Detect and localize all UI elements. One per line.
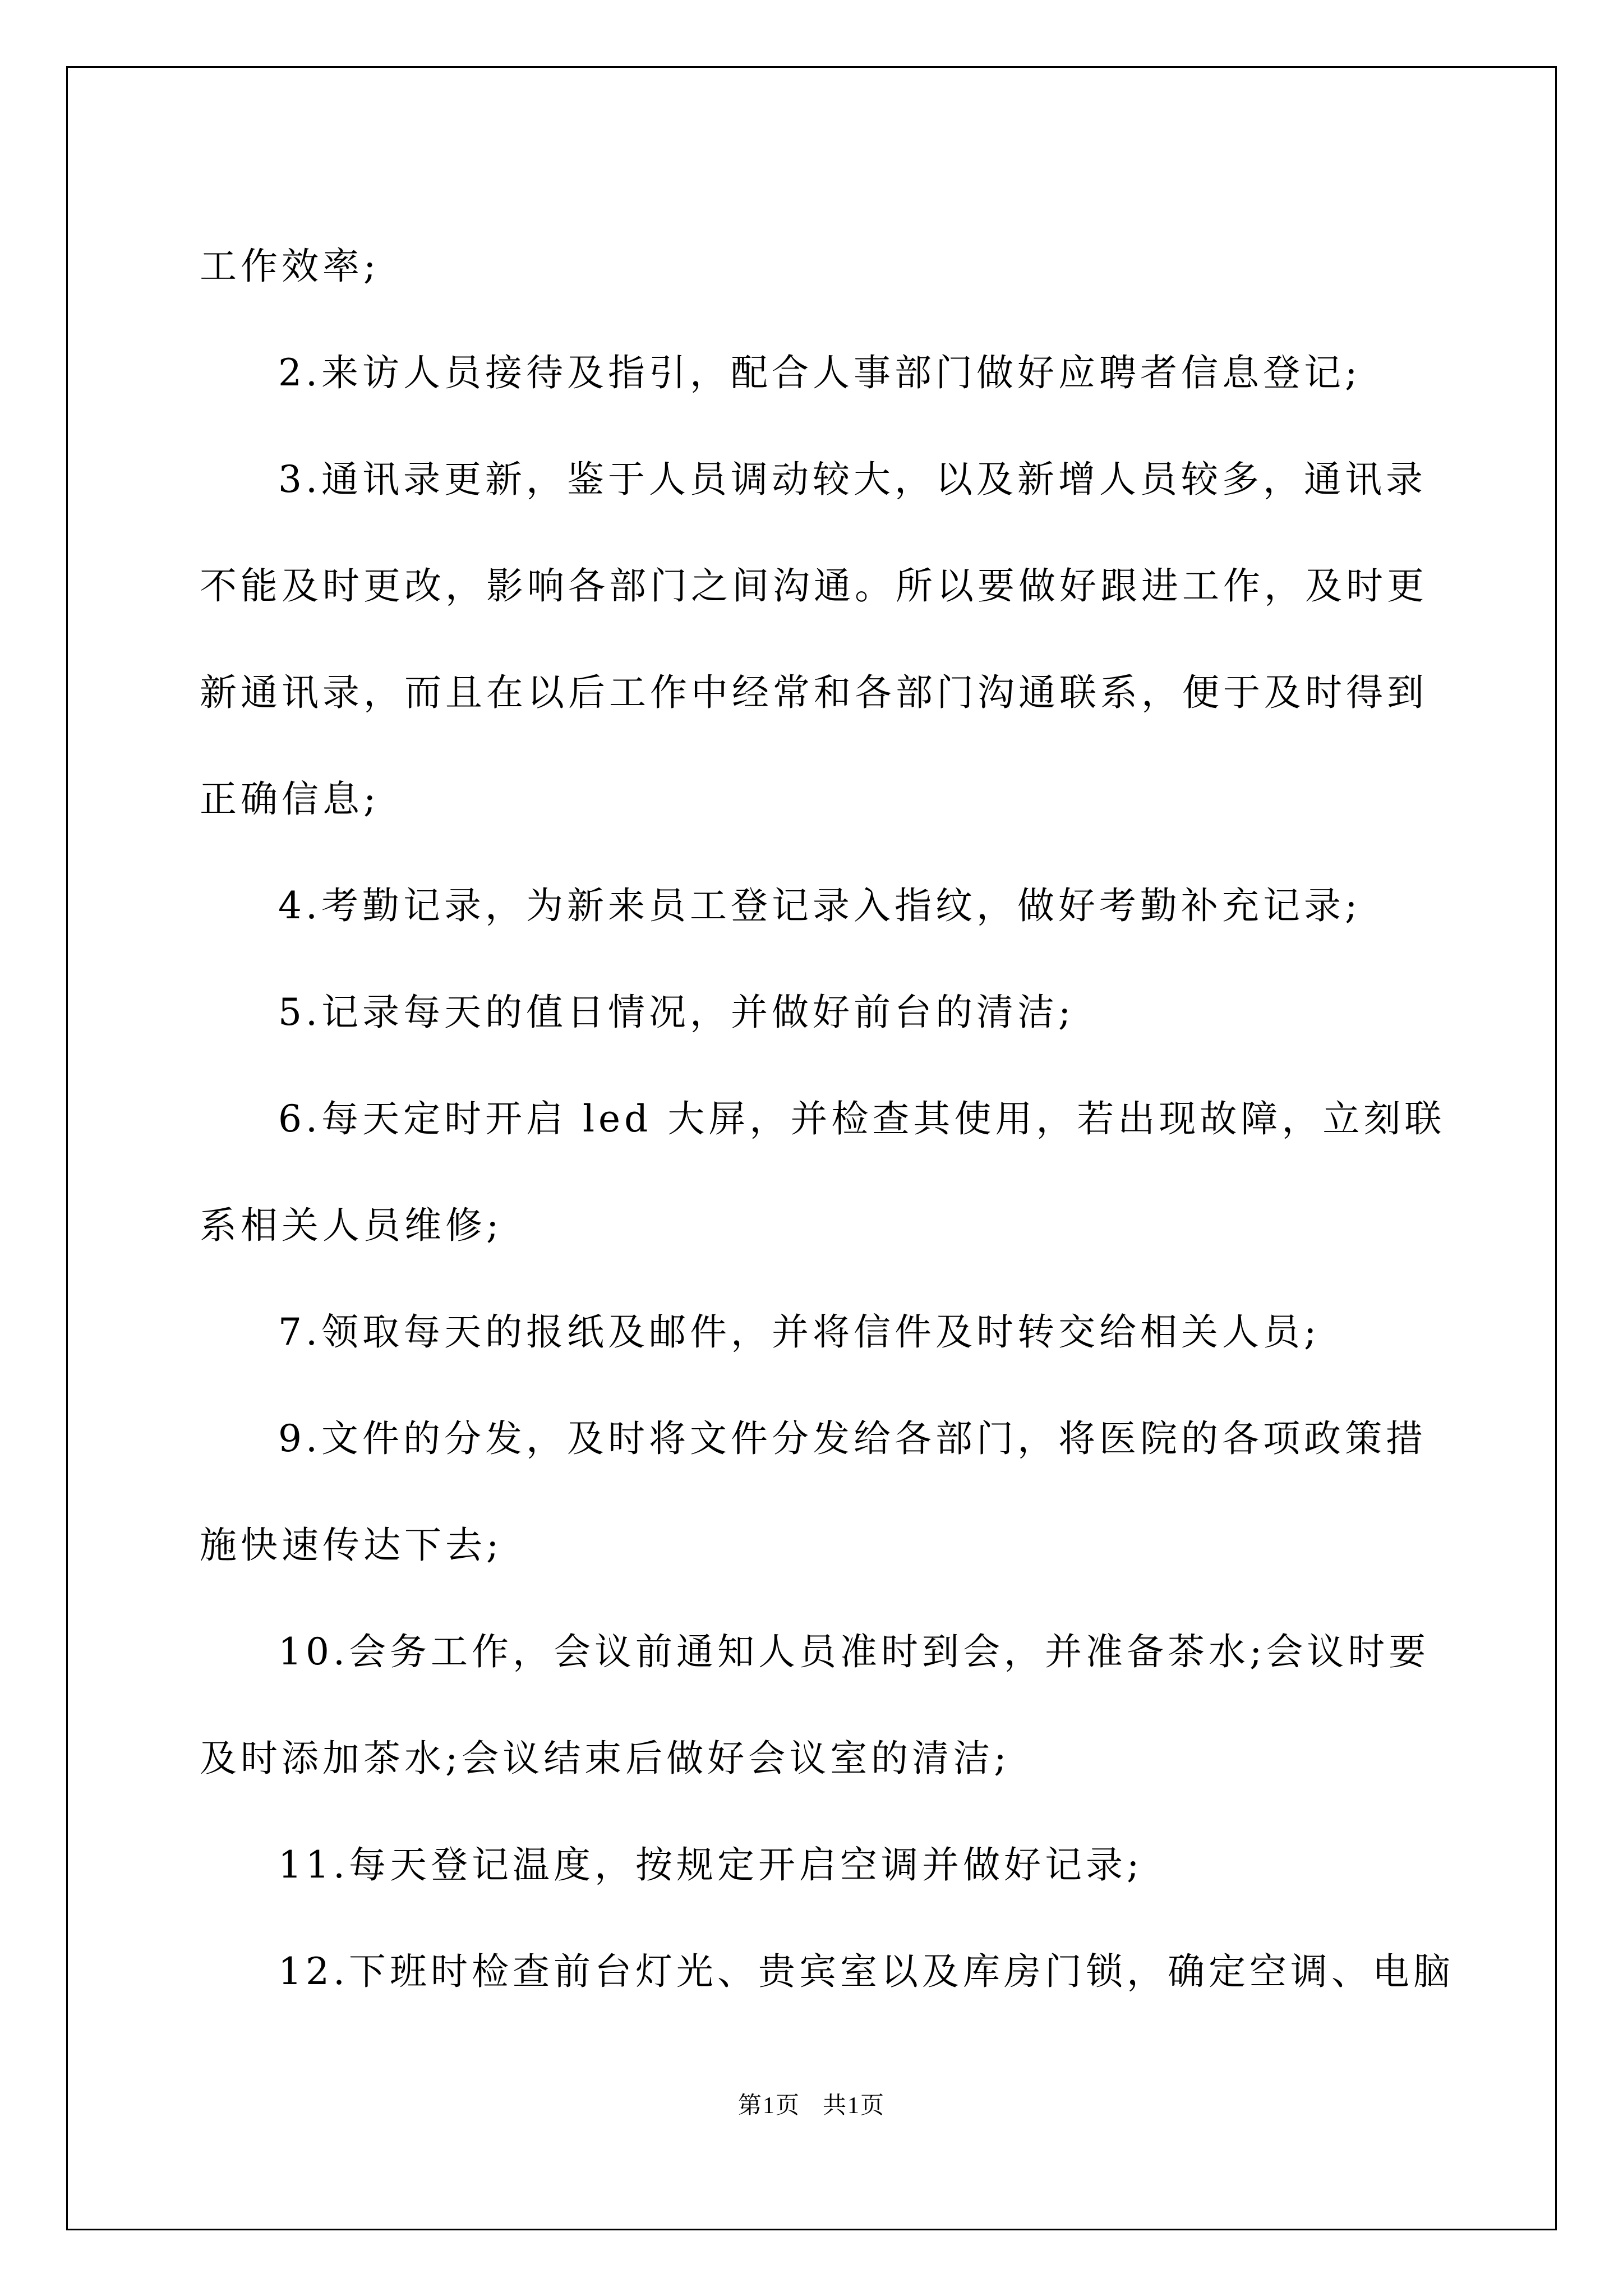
text-line: 9.文件的分发，及时将文件分发给各部门，将医院的各项政策措: [278, 1417, 1427, 1460]
text-line: 10.会务工作，会议前通知人员准时到会，并准备茶水;会议时要: [278, 1630, 1430, 1673]
text-line: 正确信息;: [200, 777, 380, 821]
text-line: 新通讯录，而且在以后工作中经常和各部门沟通联系，便于及时得到: [200, 671, 1428, 714]
text-line: 3.通讯录更新，鉴于人员调动较大，以及新增人员较多，通讯录: [278, 458, 1427, 501]
page-number-current: 第1页: [737, 2093, 800, 2119]
text-line: 5.记录每天的值日情况，并做好前台的清洁;: [278, 991, 1075, 1034]
text-line: 11.每天登记温度，按规定开启空调并做好记录;: [278, 1843, 1144, 1887]
text-line: 2.来访人员接待及指引，配合人事部门做好应聘者信息登记;: [278, 351, 1362, 394]
text-line: 及时添加茶水;会议结束后做好会议室的清洁;: [200, 1737, 1011, 1780]
text-line: 不能及时更改，影响各部门之间沟通。所以要做好跟进工作，及时更: [200, 564, 1428, 608]
text-line: 6.每天定时开启 led 大屏，并检查其使用，若出现故障，立刻联: [278, 1097, 1446, 1140]
text-line: 工作效率;: [200, 245, 380, 288]
text-line: 7.领取每天的报纸及邮件，并将信件及时转交给相关人员;: [278, 1310, 1321, 1354]
text-line: 4.考勤记录，为新来员工登记录入指纹，做好考勤补充记录;: [278, 884, 1362, 927]
page-number-total: 共1页: [823, 2093, 886, 2119]
text-line: 12.下班时检查前台灯光、贵宾室以及库房门锁，确定空调、电脑: [278, 1950, 1454, 1993]
document-body: [200, 213, 1454, 2025]
text-line: 系相关人员维修;: [200, 1204, 503, 1247]
page-footer: [0, 2087, 1623, 2120]
text-line: 施快速传达下去;: [200, 1524, 503, 1567]
